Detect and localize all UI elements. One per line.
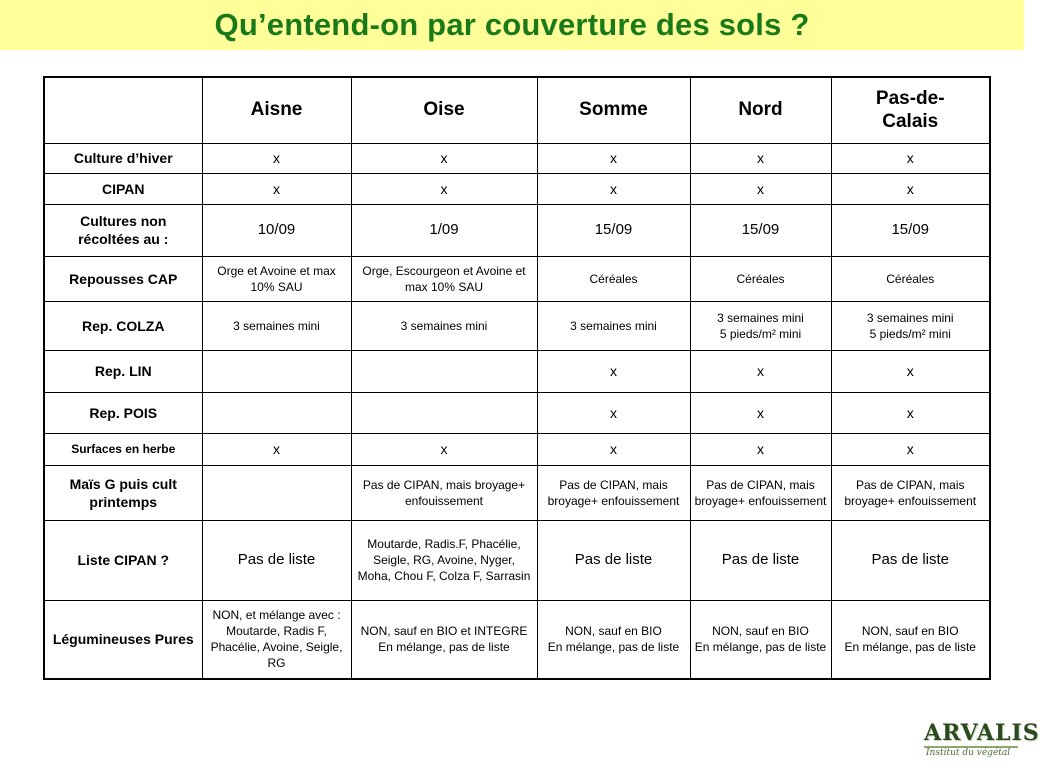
title-band — [0, 0, 1024, 50]
table-cell — [690, 143, 831, 173]
table-row — [44, 173, 990, 204]
table-cell — [831, 143, 990, 173]
cell-line: En mélange, pas de liste — [378, 640, 510, 655]
table-cell — [351, 466, 537, 521]
cell-line: x — [906, 149, 914, 166]
cell-line: x — [440, 180, 448, 197]
logo-wordmark: ARVALIS — [924, 720, 1040, 746]
cell-line: x — [757, 149, 764, 166]
table-cell — [690, 433, 831, 465]
cell-line: Pas de CIPAN, mais broyage+ enfouissement — [547, 477, 680, 508]
cell-line: 1/09 — [429, 221, 459, 239]
table-cell — [537, 600, 690, 679]
cell-line: x — [757, 180, 764, 197]
table-cell — [831, 256, 990, 302]
table-cell — [831, 393, 990, 433]
row-header: Rep. POIS — [44, 393, 202, 433]
cell-line: x — [757, 440, 764, 457]
cell-line: x — [610, 440, 617, 457]
column-header: Somme — [537, 77, 690, 143]
cell-line: NON, sauf en BIO — [565, 624, 662, 639]
table-row — [44, 302, 990, 351]
table-cell — [202, 466, 351, 521]
table-cell — [537, 433, 690, 465]
table-cell — [351, 600, 537, 679]
row-header: Maïs G puis cult printemps — [44, 466, 202, 521]
table-cell — [202, 433, 351, 465]
cell-line: x — [906, 404, 914, 421]
cell-line: En mélange, pas de liste — [547, 640, 680, 655]
table-body — [44, 143, 990, 679]
table-cell — [690, 302, 831, 351]
table-cell — [351, 350, 537, 392]
cell-line: x — [273, 440, 280, 457]
cell-line: Pas de CIPAN, mais broyage+ enfouissement — [362, 477, 526, 508]
cell-line: x — [906, 363, 914, 380]
row-header: Surfaces en herbe — [44, 433, 202, 465]
cell-line: x — [757, 404, 764, 421]
table-row — [44, 143, 990, 173]
table-cell — [537, 205, 690, 257]
table-cell — [351, 205, 537, 257]
page-title: Qu’entend-on par couverture des sols ? — [214, 7, 810, 42]
table-cell — [690, 466, 831, 521]
cell-line: x — [273, 180, 280, 197]
table-row — [44, 466, 990, 521]
table-row — [44, 520, 990, 600]
table-cell — [202, 393, 351, 433]
table-cell — [690, 173, 831, 204]
cell-line: Céréales — [886, 271, 935, 286]
table-cell — [690, 350, 831, 392]
table-row — [44, 350, 990, 392]
cell-line: Pas de liste — [721, 550, 800, 568]
row-header: Légumineuses Pures — [44, 600, 202, 679]
row-header: CIPAN — [44, 173, 202, 204]
table-cell — [202, 205, 351, 257]
header-row — [44, 77, 990, 143]
table-cell — [690, 520, 831, 600]
table-cell — [351, 256, 537, 302]
cell-line: x — [610, 404, 617, 421]
column-header: Aisne — [202, 77, 351, 143]
row-header: Culture d’hiver — [44, 143, 202, 173]
table-cell — [537, 143, 690, 173]
table-cell — [537, 173, 690, 204]
cell-line: 15/09 — [741, 221, 780, 239]
cell-line: NON, sauf en BIO et INTEGRE — [360, 624, 528, 639]
cell-line: NON, et mélange avec : Moutarde, Radis F, Phacélie, Avoine, Seigle, RG — [210, 607, 343, 671]
cell-line: NON, sauf en BIO — [712, 624, 809, 639]
cell-line: 3 semaines mini — [233, 318, 320, 333]
cell-line: x — [610, 363, 617, 380]
corner-cell — [44, 77, 202, 143]
cell-line: En mélange, pas de liste — [844, 640, 976, 655]
table-row — [44, 393, 990, 433]
table-cell — [831, 173, 990, 204]
cell-line: 3 semaines mini — [570, 318, 657, 333]
cell-line: 15/09 — [891, 221, 930, 239]
table-cell — [831, 600, 990, 679]
row-header: Repousses CAP — [44, 256, 202, 302]
column-header: Pas-de-Calais — [831, 77, 990, 143]
cell-line: x — [440, 149, 448, 166]
table-cell — [202, 302, 351, 351]
cell-line: x — [440, 440, 448, 457]
cell-line: x — [906, 440, 914, 457]
cell-line: Pas de CIPAN, mais broyage+ enfouissement — [694, 477, 827, 508]
table-cell — [202, 173, 351, 204]
table-cell — [202, 350, 351, 392]
cell-line: 15/09 — [594, 221, 633, 239]
table-row — [44, 256, 990, 302]
table-cell — [690, 256, 831, 302]
table-cell — [351, 143, 537, 173]
cell-line: 5 pieds/m² mini — [869, 327, 951, 341]
table-cell — [537, 302, 690, 351]
table-cell — [537, 466, 690, 521]
table-cell — [831, 350, 990, 392]
table-cell — [831, 466, 990, 521]
table-cell — [202, 256, 351, 302]
table-cell — [351, 302, 537, 351]
cell-line: Céréales — [736, 271, 785, 286]
cell-line: x — [610, 149, 617, 166]
table-cell — [537, 256, 690, 302]
cell-line: x — [273, 149, 280, 166]
table-cell — [202, 143, 351, 173]
cell-line: x — [757, 363, 764, 380]
table-cell — [351, 173, 537, 204]
table-cell — [690, 205, 831, 257]
cell-line: x — [906, 180, 914, 197]
table-cell — [831, 433, 990, 465]
cell-line: 3 semaines mini — [717, 310, 804, 325]
row-header: Liste CIPAN ? — [44, 520, 202, 600]
cell-line: Pas de liste — [871, 550, 950, 568]
cell-line: 3 semaines mini — [866, 310, 954, 325]
cell-line: Céréales — [589, 271, 638, 286]
cell-line: x — [610, 180, 617, 197]
cell-line: Pas de liste — [574, 550, 653, 568]
table-row — [44, 600, 990, 679]
table-cell — [831, 205, 990, 257]
column-header: Oise — [351, 77, 537, 143]
row-header: Rep. COLZA — [44, 302, 202, 351]
table-row — [44, 205, 990, 257]
table-cell — [690, 393, 831, 433]
table-cell — [351, 433, 537, 465]
cell-line: Orge et Avoine et max 10% SAU — [217, 263, 336, 294]
row-header: Cultures non récoltées au : — [44, 205, 202, 257]
cell-line: Orge, Escourgeon et Avoine et max 10% SAU — [362, 263, 526, 294]
table-cell — [351, 393, 537, 433]
table-row — [44, 433, 990, 465]
arvalis-logo — [920, 720, 1040, 766]
table-cell — [537, 393, 690, 433]
cell-line: Pas de CIPAN, mais broyage+ enfouissement — [844, 477, 977, 508]
table-cell — [202, 600, 351, 679]
cell-line: Moutarde, Radis.F, Phacélie, Seigle, RG, Avoine, Nyger, Moha, Chou F, Colza F, Sarrasin — [357, 536, 531, 584]
row-header: Rep. LIN — [44, 350, 202, 392]
table-cell — [831, 302, 990, 351]
table-cell — [351, 520, 537, 600]
cell-line: NON, sauf en BIO — [861, 624, 959, 639]
table-cell — [202, 520, 351, 600]
cell-line: Pas de liste — [237, 550, 316, 568]
cell-line: 10/09 — [257, 221, 296, 239]
cell-line: 3 semaines mini — [400, 318, 488, 333]
table-cell — [537, 350, 690, 392]
column-header: Nord — [690, 77, 831, 143]
table-cell — [690, 600, 831, 679]
logo-tagline: Institut du végétal — [926, 748, 1011, 758]
cell-line: En mélange, pas de liste — [694, 640, 827, 655]
table-cell — [537, 520, 690, 600]
table-cell — [831, 520, 990, 600]
cell-line: 5 pieds/m² mini — [719, 327, 802, 341]
coverage-table — [43, 76, 991, 680]
